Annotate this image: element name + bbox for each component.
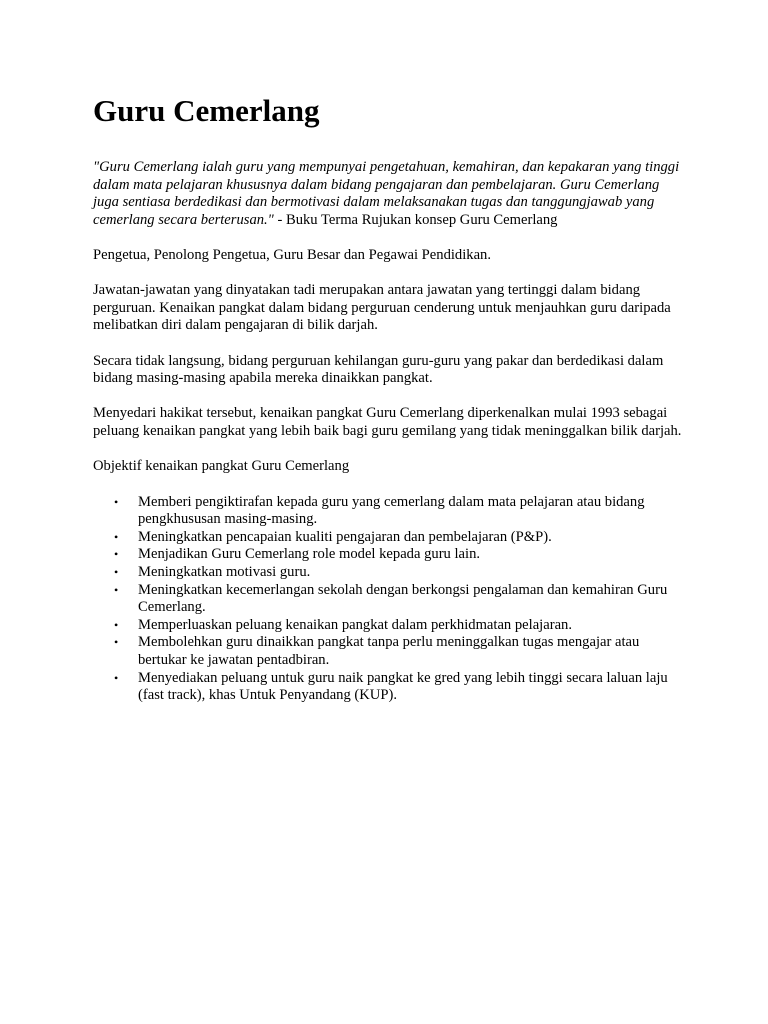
bullet-icon: • [114, 529, 119, 544]
quote-text: "Guru Cemerlang ialah guru yang mempunyai pengetahuan, kemahiran, dan kepakaran yang tinggi dalam mata pelajaran khususnya dalam bidang pengajaran dan pembelajaran. Guru Cemerlang juga sentiasa berdedikasi dan bermotivasi dalam melaksanakan tugas dan tanggungjawab yang cemerlang secara berterusan." [93, 159, 680, 228]
paragraph-4: Menyedari hakikat tersebut, kenaikan pangkat Guru Cemerlang diperkenalkan mulai 1993 sebagai peluang kenaikan pangkat yang lebih baik bagi guru gemilang yang tidak meninggalkan bilik darjah. [93, 405, 682, 439]
list-item-text: Menjadikan Guru Cemerlang role model kepada guru lain. [138, 546, 481, 563]
list-item [114, 616, 685, 635]
bullet-icon: • [114, 494, 119, 509]
document-title: Guru Cemerlang [93, 93, 320, 128]
bullet-icon: • [114, 582, 119, 597]
list-item-text: Meningkatkan motivasi guru. [138, 564, 311, 581]
objectives-heading: Objektif kenaikan pangkat Guru Cemerlang [93, 458, 350, 475]
list-item-text: Memperluaskan peluang kenaikan pangkat dalam perkhidmatan pelajaran. [138, 616, 572, 633]
quote-paragraph [93, 159, 685, 229]
list-item-text: Meningkatkan pencapaian kualiti pengajaran dan pembelajaran (P&P). [138, 528, 552, 545]
list-item [114, 493, 685, 529]
paragraph-2: Jawatan-jawatan yang dinyatakan tadi merupakan antara jawatan yang tertinggi dalam bidang perguruan. Kenaikan pangkat dalam bidang perguruan cenderung untuk menjauhkan guru daripada melibatkan diri dalam pengajaran di bilik darjah. [93, 282, 671, 334]
bullet-icon: • [114, 635, 119, 650]
objectives-list [93, 494, 685, 705]
list-item-text: Meningkatkan kecemerlangan sekolah dengan berkongsi pengalaman dan kemahiran Guru Cemerlang. [138, 581, 668, 616]
document-page [93, 92, 685, 705]
list-item [114, 564, 685, 582]
list-item-text: Memberi pengiktirafan kepada guru yang cemerlang dalam mata pelajaran atau bidang pengkhususan masing-masing. [138, 493, 645, 528]
bullet-icon: • [114, 617, 119, 632]
list-item [114, 528, 685, 547]
bullet-icon: • [114, 565, 119, 580]
paragraph-1: Pengetua, Penolong Pengetua, Guru Besar dan Pegawai Pendidikan. [93, 246, 492, 263]
list-item [114, 546, 685, 564]
bullet-icon: • [114, 670, 119, 685]
bullet-icon: • [114, 547, 119, 562]
list-item [114, 669, 685, 705]
list-item [114, 634, 685, 669]
quote-source: - Buku Terma Rujukan konsep Guru Cemerlang [273, 211, 558, 228]
list-item [114, 581, 685, 617]
list-item-text: Menyediakan peluang untuk guru naik pangkat ke gred yang lebih tinggi secara laluan laju (fast track), khas Untuk Penyandang (KUP). [138, 669, 668, 704]
list-item-text: Membolehkan guru dinaikkan pangkat tanpa perlu meninggalkan tugas mengajar atau bertukar ke jawatan pentadbiran. [138, 634, 640, 669]
paragraph-3: Secara tidak langsung, bidang perguruan kehilangan guru-guru yang pakar dan berdedikasi dalam bidang masing-masing apabila mereka dinaikkan pangkat. [93, 352, 664, 387]
